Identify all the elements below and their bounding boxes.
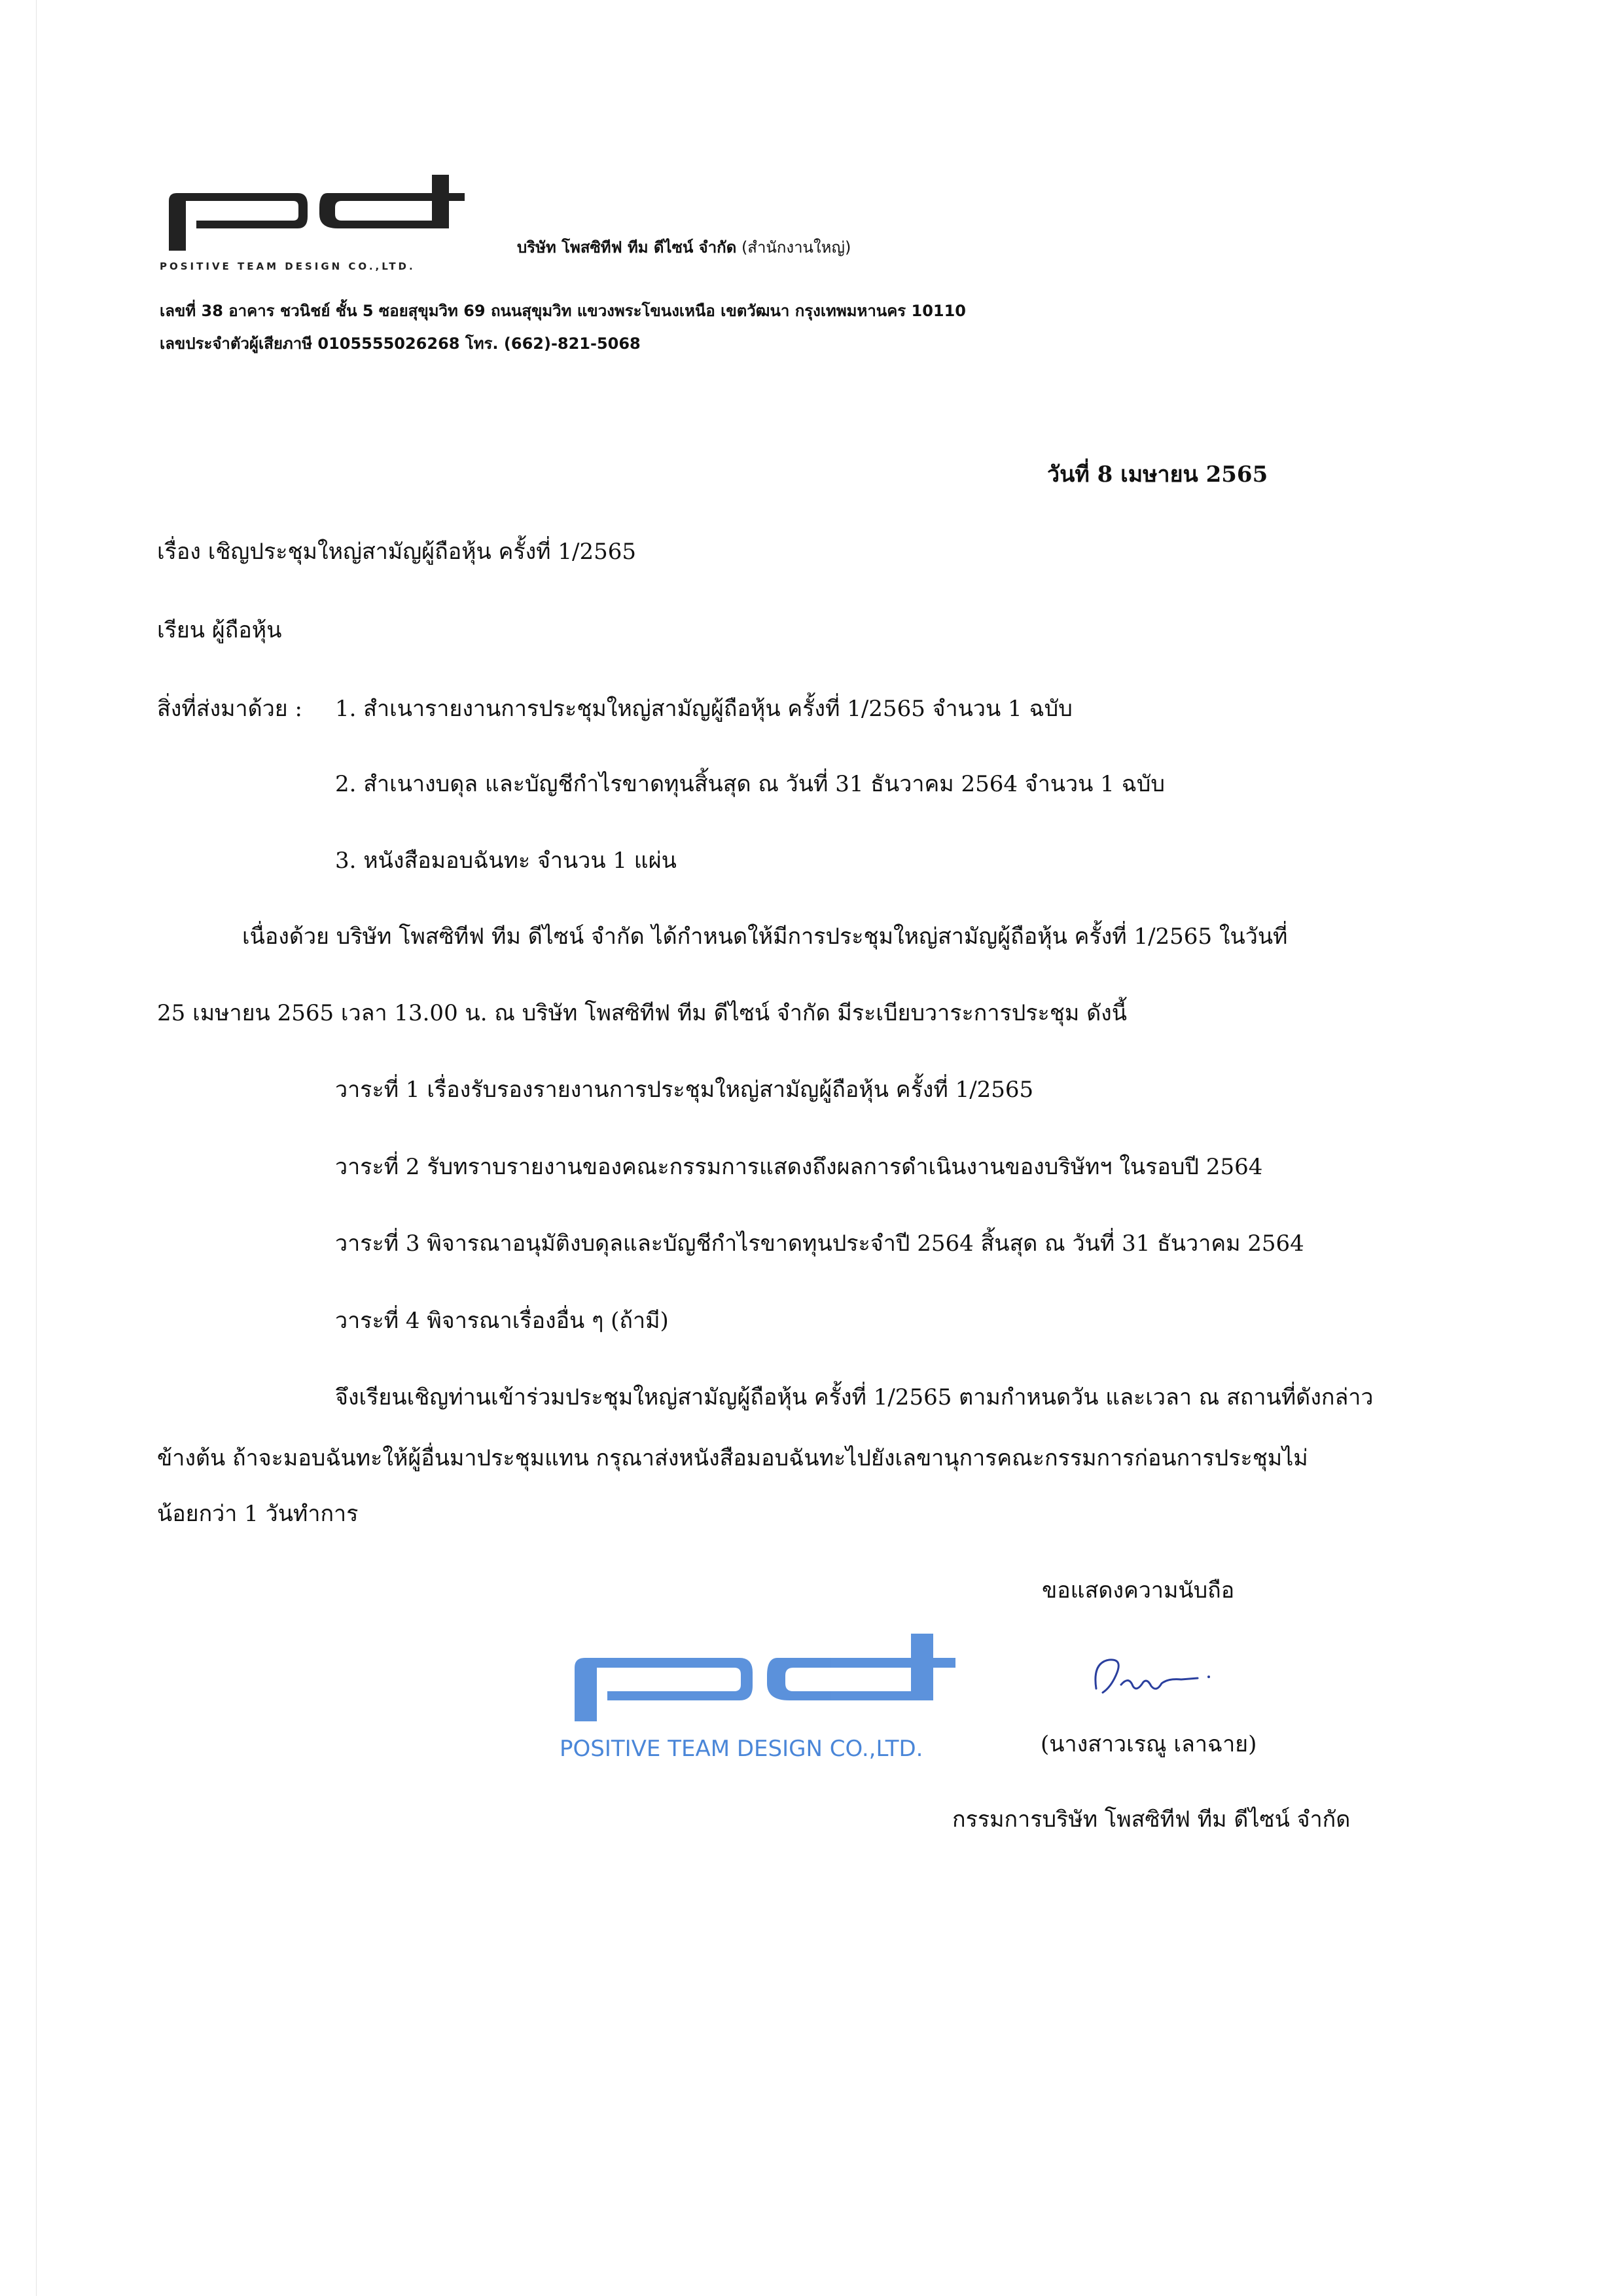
company-name: [517, 234, 851, 260]
agenda-item: วาระที่ 4 พิจารณาเรื่องอื่น ๆ (ถ้ามี): [335, 1308, 669, 1334]
regards-text: ขอแสดงความนับถือ: [1042, 1577, 1235, 1604]
letter-date: วันที่ 8 เมษายน 2565: [1047, 461, 1268, 488]
company-logo: [157, 167, 465, 258]
page-edge: [36, 0, 37, 2296]
intro-line: เนื่องด้วย บริษัท โพสซิทีฟ ทีม ดีไซน์ จำกัด ได้กำหนดให้มีการประชุมใหญ่สามัญผู้ถือหุ้น ครั้งที่ 1/2565 ในวันที่: [242, 924, 1288, 950]
intro-line: 25 เมษายน 2565 เวลา 13.00 น. ณ บริษัท โพสซิทีฟ ทีม ดีไซน์ จำกัด มีระเบียบวาระการประชุม ดังนี้: [157, 1000, 1128, 1026]
agenda-item: วาระที่ 1 เรื่องรับรองรายงานการประชุมใหญ่สามัญผู้ถือหุ้น ครั้งที่ 1/2565: [335, 1077, 1034, 1103]
company-address: เลขที่ 38 อาคาร ชวนิชย์ ชั้น 5 ซอยสุขุมวิท 69 ถนนสุขุมวิท แขวงพระโขนงเหนือ เขตวัฒนา กรุงเทพมหานคร 10110: [160, 302, 967, 320]
enclosure-item: 3. หนังสือมอบฉันทะ จำนวน 1 แผ่น: [335, 848, 677, 874]
handwritten-signature: [1083, 1649, 1240, 1711]
agenda-item: วาระที่ 3 พิจารณาอนุมัติงบดุลและบัญชีกำไรขาดทุนประจำปี 2564 สิ้นสุด ณ วันที่ 31 ธันวาคม 2564: [335, 1230, 1304, 1257]
enclosure-item: 2. สำเนางบดุล และบัญชีกำไรขาดทุนสิ้นสุด ณ วันที่ 31 ธันวาคม 2564 จำนวน 1 ฉบับ: [335, 771, 1165, 797]
company-tax-phone: เลขประจำตัวผู้เสียภาษี 0105555026268 โทร. (662)-821-5068: [160, 334, 641, 353]
company-name-text: บริษัท โพสซิทีฟ ทีม ดีไซน์ จำกัด: [517, 238, 737, 257]
letter-subject: เรื่อง เชิญประชุมใหญ่สามัญผู้ถือหุ้น ครั้งที่ 1/2565: [157, 539, 637, 565]
signatory-name: (นางสาวเรณู เลาฉาย): [1041, 1731, 1257, 1757]
signatory-title: กรรมการบริษัท โพสซิทีฟ ทีม ดีไซน์ จำกัด: [952, 1806, 1351, 1833]
closing-line: ข้างต้น ถ้าจะมอบฉันทะให้ผู้อื่นมาประชุมแทน กรุณาส่งหนังสือมอบฉันทะไปยังเลขานุการคณะกรรมการก่อนการประชุมไม่: [157, 1445, 1308, 1471]
enclosures-label: สิ่งที่ส่งมาด้วย :: [157, 696, 302, 722]
closing-line: จึงเรียนเชิญท่านเข้าร่วมประชุมใหญ่สามัญผู้ถือหุ้น ครั้งที่ 1/2565 ตามกำหนดวัน และเวลา ณ สถานที่ดังกล่าว: [335, 1384, 1374, 1410]
closing-line: น้อยกว่า 1 วันทำการ: [157, 1501, 359, 1527]
agenda-item: วาระที่ 2 รับทราบรายงานของคณะกรรมการแสดงถึงผลการดำเนินงานของบริษัทฯ ในรอบปี 2564: [335, 1154, 1263, 1180]
office-label: (สำนักงานใหญ่): [741, 238, 851, 257]
stamp-caption: POSITIVE TEAM DESIGN CO.,LTD.: [560, 1736, 923, 1762]
company-stamp: [563, 1628, 962, 1729]
enclosure-item: 1. สำเนารายงานการประชุมใหญ่สามัญผู้ถือหุ้น ครั้งที่ 1/2565 จำนวน 1 ฉบับ: [335, 696, 1073, 722]
letter-recipient: เรียน ผู้ถือหุ้น: [157, 617, 282, 643]
logo-caption: POSITIVE TEAM DESIGN CO.,LTD.: [160, 260, 416, 272]
